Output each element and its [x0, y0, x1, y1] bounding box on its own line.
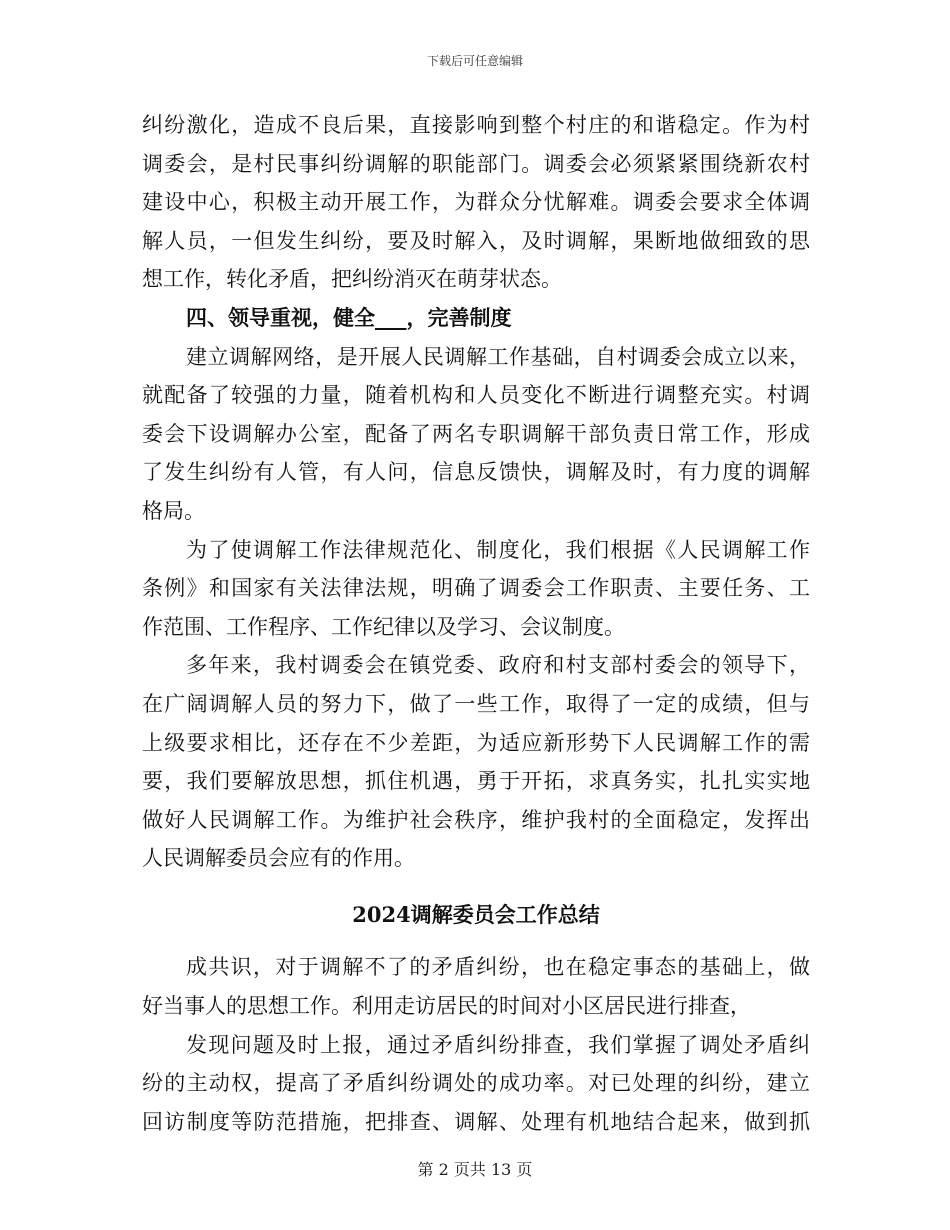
text-line: 纠纷激化，造成不良后果，直接影响到整个村庄的和谐稳定。作为村: [142, 113, 810, 137]
paragraph: [142, 531, 810, 647]
text-line: 多年来，我村调委会在镇党委、政府和村支部村委会的领导下，: [186, 653, 810, 678]
text-line: 委会下设调解办公室，配备了两名专职调解干部负责日常工作，形成: [142, 421, 810, 446]
text-line: 纷的主动权，提高了矛盾纠纷调处的成功率。对已处理的纠纷，建立: [142, 1071, 810, 1096]
section-title: 2024调解委员会工作总结: [352, 901, 600, 927]
text-line: 建设中心，积极主动开展工作，为群众分忧解难。调委会要求全体调: [142, 190, 810, 215]
paragraph: [142, 106, 810, 299]
paragraph: [142, 1026, 810, 1142]
text-line: 了发生纠纷有人管，有人问，信息反馈快，调解及时，有力度的调解: [142, 460, 810, 485]
text-line: 作范围、工作程序、工作纪律以及学习、会议制度。: [142, 614, 625, 639]
text-line: 做好人民调解工作。为维护社会秩序，维护我村的全面稳定，发挥出: [142, 807, 810, 832]
document-body: [142, 106, 810, 1141]
text-line: 人民调解委员会应有的作用。: [142, 846, 415, 871]
text-line: 成共识，对于调解不了的矛盾纠纷，也在稳定事态的基础上，做: [186, 955, 810, 980]
text-line: 上级要求相比，还存在不少差距，为适应新形势下人民调解工作的需: [142, 730, 810, 755]
text-line: 为了使调解工作法律规范化、制度化，我们根据《人民调解工作: [186, 537, 810, 562]
text-line: 发现问题及时上报，通过矛盾纠纷排查，我们掌握了调处矛盾纠: [186, 1032, 810, 1057]
paragraph: [142, 646, 810, 878]
text-line: 就配备了较强的力量，随着机构和人员变化不断进行调整充实。村调: [142, 383, 810, 408]
text-line: 条例》和国家有关法律法规，明确了调委会工作职责、主要任务、工: [142, 576, 810, 601]
text-line: 建立调解网络，是开展人民调解工作基础，自村调委会成立以来，: [186, 344, 810, 369]
text-line: 想工作，转化矛盾，把纠纷消灭在萌芽状态。: [142, 267, 562, 292]
text-line: 回访制度等防范措施，把排查、调解、处理有机地结合起来，做到抓: [142, 1109, 810, 1134]
text-line: 调委会，是村民事纠纷调解的职能部门。调委会必须紧紧围绕新农村: [142, 151, 810, 176]
page-footer: 第 2 页共 13 页: [417, 1160, 533, 1179]
paragraph: [142, 948, 810, 1025]
text-line: 要，我们要解放思想，抓住机遇，勇于开拓，求真务实，扎扎实实地: [142, 769, 810, 794]
text-line: 在广阔调解人员的努力下，做了一些工作，取得了一定的成绩，但与: [142, 691, 810, 716]
section-heading: 四、领导重视，健全___，完善制度: [186, 304, 512, 330]
page-header: 下载后可任意编辑: [426, 54, 523, 68]
text-line: 好当事人的思想工作。利用走访居民的时间对小区居民进行排查，: [142, 994, 751, 1019]
text-line: 格局。: [142, 498, 205, 523]
text-line: 解人员，一但发生纠纷，要及时解入，及时调解，果断地做细致的思: [142, 228, 810, 253]
paragraph: [142, 338, 810, 531]
